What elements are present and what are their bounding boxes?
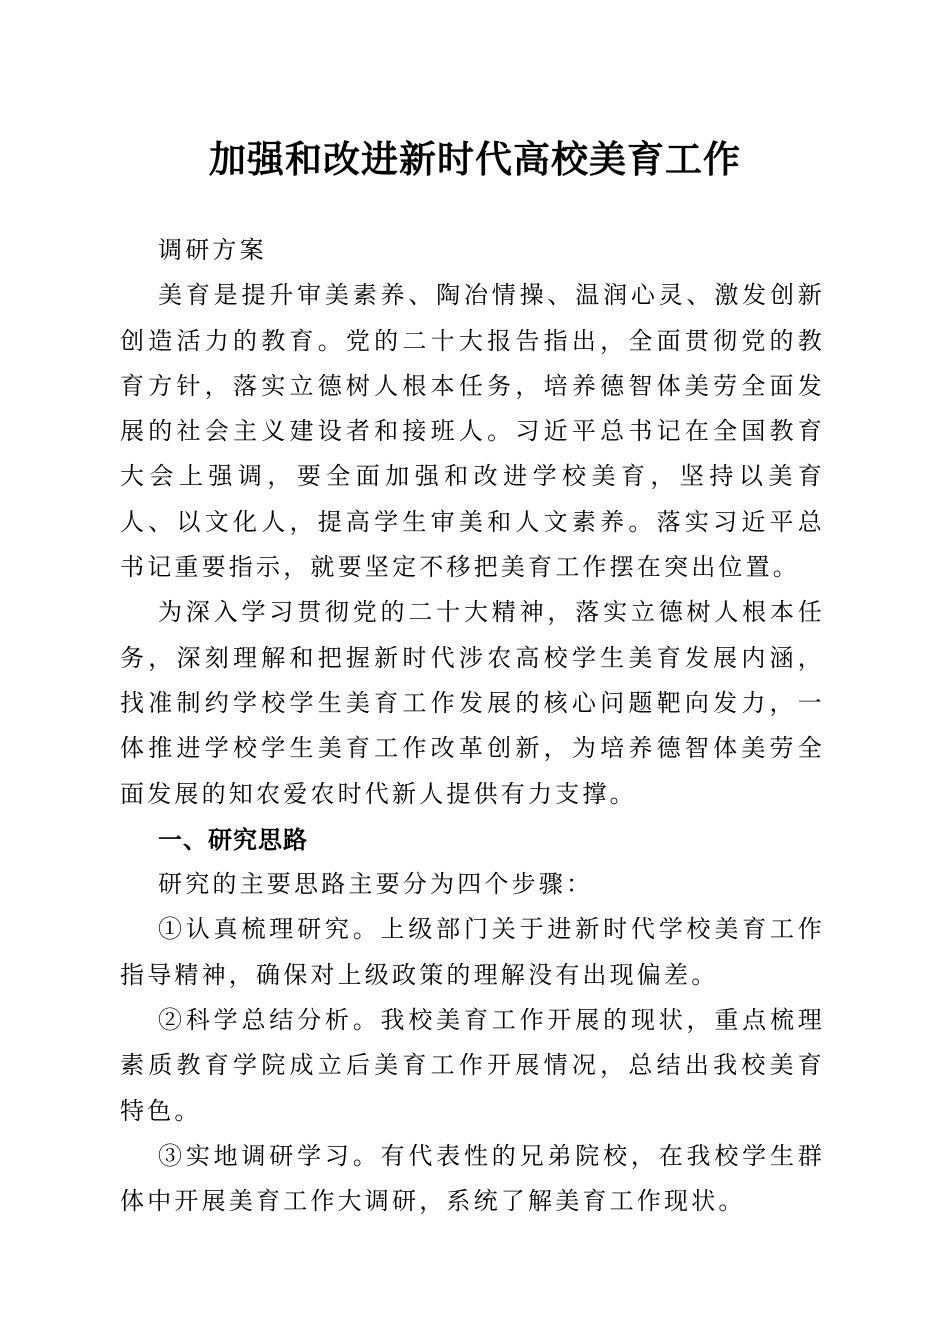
section-heading: 一、研究思路 — [158, 824, 308, 854]
document-title: 加强和改进新时代高校美育工作 — [209, 137, 741, 181]
step-item: ③实地调研学习。有代表性的兄弟院校，在我校学生群体中开展美育工作大调研，系统了解美育工作现状。 — [120, 1141, 825, 1216]
section-intro: 研究的主要思路主要分为四个步骤： — [158, 870, 594, 899]
step-item: ①认真梳理研究。上级部门关于进新时代学校美育工作指导精神，确保对上级政策的理解没有出现偏差。 — [120, 915, 825, 989]
paragraph: 美育是提升审美素养、陶冶情操、温润心灵、激发创新创造活力的教育。党的二十大报告指出，全面贯彻党的教育方针，落实立德树人根本任务，培养德智体美劳全面发展的社会主义建设者和接班人。习近平总书记在全国教育大会上强调，要全面加强和改进学校美育，坚持以美育人、以文化人，提高学生审美和人文素养。落实习近平总书记重要指示，就要坚定不移把美育工作摆在突出位置。 — [120, 281, 825, 582]
paragraph: 为深入学习贯彻党的二十大精神，落实立德树人根本任务，深刻理解和把握新时代涉农高校学生美育发展内涵，找准制约学校学生美育工作发展的核心问题靶向发力，一体推进学校学生美育工作改革创新，为培养德智体美劳全面发展的知农爱农时代新人提供有力支撑。 — [120, 598, 825, 808]
subtitle: 调研方案 — [158, 236, 267, 264]
step-item: ②科学总结分析。我校美育工作开展的现状，重点梳理素质教育学院成立后美育工作开展情况，总结出我校美育特色。 — [120, 1006, 825, 1125]
document-body — [120, 228, 825, 1225]
